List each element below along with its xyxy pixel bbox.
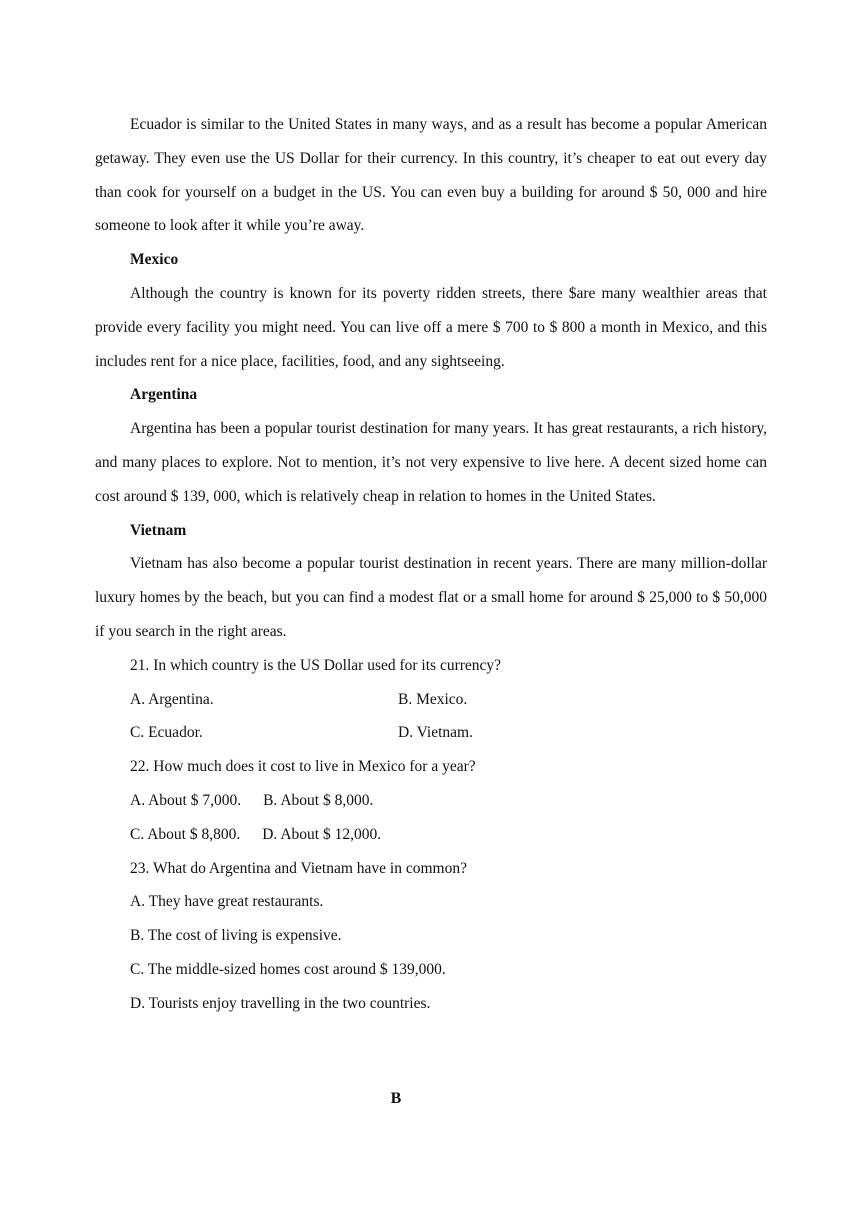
question-23-option-a: A. They have great restaurants. — [130, 893, 324, 911]
question-22-option-a: A. About $ 7,000. — [130, 791, 242, 809]
question-22-stem: 22. How much does it cost to live in Mexico for a year? — [130, 758, 476, 776]
question-22-options-row-1 — [130, 784, 767, 818]
question-23-stem: 23. What do Argentina and Vietnam have in common? — [130, 859, 467, 877]
question-21-options-row-1 — [130, 683, 767, 717]
ecuador-paragraph: Ecuador is similar to the United States in many ways, and as a result has become a popular American getaway. They even use the US Dollar for their currency. In this country, it’s cheaper to eat out every day than cook for yourself on a budget in the US. You can even buy a building for around $ 50, 000 and hire someone to look after it while you’re away. — [95, 116, 767, 235]
mexico-paragraph: Although the country is known for its poverty ridden streets, there $are many wealthier areas that provide every facility you might need. You can live off a mere $ 700 to $ 800 a month in Mexico, and this includes rent for a nice place, facilities, food, and any sightseeing. — [95, 284, 767, 370]
section-letter: B — [390, 1090, 402, 1107]
vietnam-paragraph: Vietnam has also become a popular tourist destination in recent years. There are many million-dollar luxury homes by the beach, but you can find a modest flat or a small home for around $ 25,000 to $ 50,000 if you search in the right areas. — [95, 555, 767, 640]
question-22-option-c: C. About $ 8,800. — [130, 825, 241, 843]
question-21-option-a: A. Argentina. — [130, 690, 214, 708]
question-21-option-c: C. Ecuador. — [130, 724, 203, 742]
question-21-stem: 21. In which country is the US Dollar used for its currency? — [130, 656, 502, 674]
question-23-option-d: D. Tourists enjoy travelling in the two countries. — [130, 994, 431, 1012]
document-page — [95, 108, 767, 1021]
question-21-option-d: D. Vietnam. — [398, 724, 473, 742]
question-23-option-c: C. The middle-sized homes cost around $ 139,000. — [130, 960, 446, 978]
vietnam-heading: Vietnam — [130, 521, 187, 539]
question-22-option-b: B. About $ 8,000. — [263, 791, 374, 809]
argentina-paragraph: Argentina has been a popular tourist destination for many years. It has great restaurants, a rich history, and many places to explore. Not to mention, it’s not very expensive to live here. A decent sized home can cost around $ 139, 000, which is relatively cheap in relation to homes in the United States. — [95, 420, 767, 505]
question-21-option-b: B. Mexico. — [398, 690, 468, 708]
mexico-heading: Mexico — [130, 251, 179, 269]
question-22-option-d: D. About $ 12,000. — [262, 825, 382, 843]
question-22-options-row-2 — [130, 818, 767, 852]
question-23-option-b: B. The cost of living is expensive. — [130, 927, 342, 945]
argentina-heading: Argentina — [130, 386, 198, 404]
question-21-options-row-2 — [130, 716, 767, 750]
